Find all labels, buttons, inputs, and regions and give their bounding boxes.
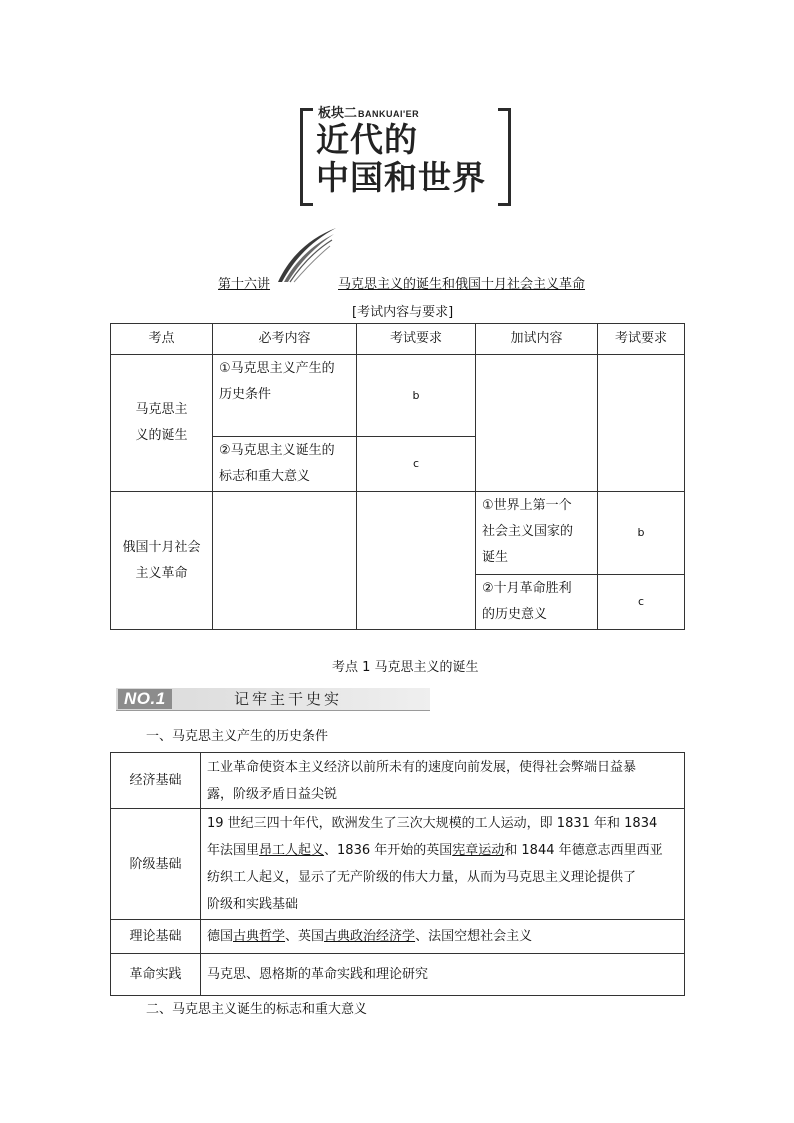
title-bracket-left xyxy=(300,108,313,206)
row-content: 工业革命使资本主义经济以前所未有的速度向前发展，使得社会弊端日益暴 露，阶级矛盾日益尖锐 xyxy=(201,753,685,809)
underlined-term: 宪章运动 xyxy=(452,843,505,858)
module-label: 板块二BANKUAI'ER xyxy=(318,106,420,121)
lecture-number: 第十六讲 xyxy=(218,277,271,292)
row-content: 马克思、恩格斯的革命实践和理论研究 xyxy=(201,954,685,996)
module-title-line1: 近代的 xyxy=(316,120,418,159)
extra-item: ②十月革命胜利 的历史意义 xyxy=(476,575,598,630)
extra-item: ①世界上第一个 社会主义国家的 诞生 xyxy=(476,492,598,575)
underlined-term: 古典哲学 xyxy=(233,929,286,944)
level-cell: b xyxy=(598,492,685,575)
header-cell: 考点 xyxy=(111,324,213,355)
row-label: 阶级基础 xyxy=(111,809,201,920)
table-row xyxy=(111,355,685,437)
section-title: 考点 1 马克思主义的诞生 xyxy=(332,660,479,675)
empty-cell xyxy=(213,492,357,630)
row-label: 革命实践 xyxy=(111,954,201,996)
level-cell: c xyxy=(357,437,476,492)
swoosh-icon xyxy=(276,226,338,284)
lecture-title: 马克思主义的诞生和俄国十月社会主义革命 xyxy=(338,277,586,292)
row-label: 经济基础 xyxy=(111,753,201,809)
banner-badge: NO.1 xyxy=(118,689,172,709)
row-content: 19 世纪三四十年代，欧洲发生了三次大规模的工人运动，即 1831 年和 1834 年法国里昂工人起义、1836 年开始的英国宪章运动和 1844 年德意志西里西亚 纺织工人起义，显示了无产阶级的伟大力量，从而为马克思主义理论提供了 阶级和实践基础 xyxy=(201,809,685,920)
header-cell: 考试要求 xyxy=(357,324,476,355)
topic-cell: 马克思主 义的诞生 xyxy=(111,355,213,492)
table-row xyxy=(111,954,685,996)
conditions-heading: 一、马克思主义产生的历史条件 xyxy=(146,729,329,744)
table-row xyxy=(111,920,685,954)
table-row xyxy=(111,809,685,920)
empty-cell xyxy=(476,355,598,492)
table-row xyxy=(111,753,685,809)
banner-text: 记牢主干史实 xyxy=(234,690,343,708)
conditions-table xyxy=(110,752,685,996)
empty-cell xyxy=(357,492,476,630)
next-heading: 二、马克思主义诞生的标志和重大意义 xyxy=(146,1002,368,1017)
section-banner xyxy=(116,688,430,711)
row-content: 德国古典哲学、英国古典政治经济学、法国空想社会主义 xyxy=(201,920,685,954)
header-cell: 加试内容 xyxy=(476,324,598,355)
underlined-term: 古典政治经济学 xyxy=(324,929,416,944)
table-header-row xyxy=(111,324,685,355)
level-cell: b xyxy=(357,355,476,437)
table-row xyxy=(111,492,685,575)
requirements-heading: [考试内容与要求] xyxy=(352,305,454,320)
title-bracket-right xyxy=(498,108,511,206)
module-title-line2: 中国和世界 xyxy=(316,158,486,197)
module-label-sub: BANKUAI'ER xyxy=(358,109,420,119)
row-label: 理论基础 xyxy=(111,920,201,954)
header-cell: 必考内容 xyxy=(213,324,357,355)
empty-cell xyxy=(598,355,685,492)
requirements-table xyxy=(110,323,685,630)
level-cell: c xyxy=(598,575,685,630)
underlined-term: 昂工人起义 xyxy=(259,843,325,858)
header-cell: 考试要求 xyxy=(598,324,685,355)
required-item: ②马克思主义诞生的 标志和重大意义 xyxy=(213,437,357,492)
required-item: ①马克思主义产生的 历史条件 xyxy=(213,355,357,437)
topic-cell: 俄国十月社会 主义革命 xyxy=(111,492,213,630)
